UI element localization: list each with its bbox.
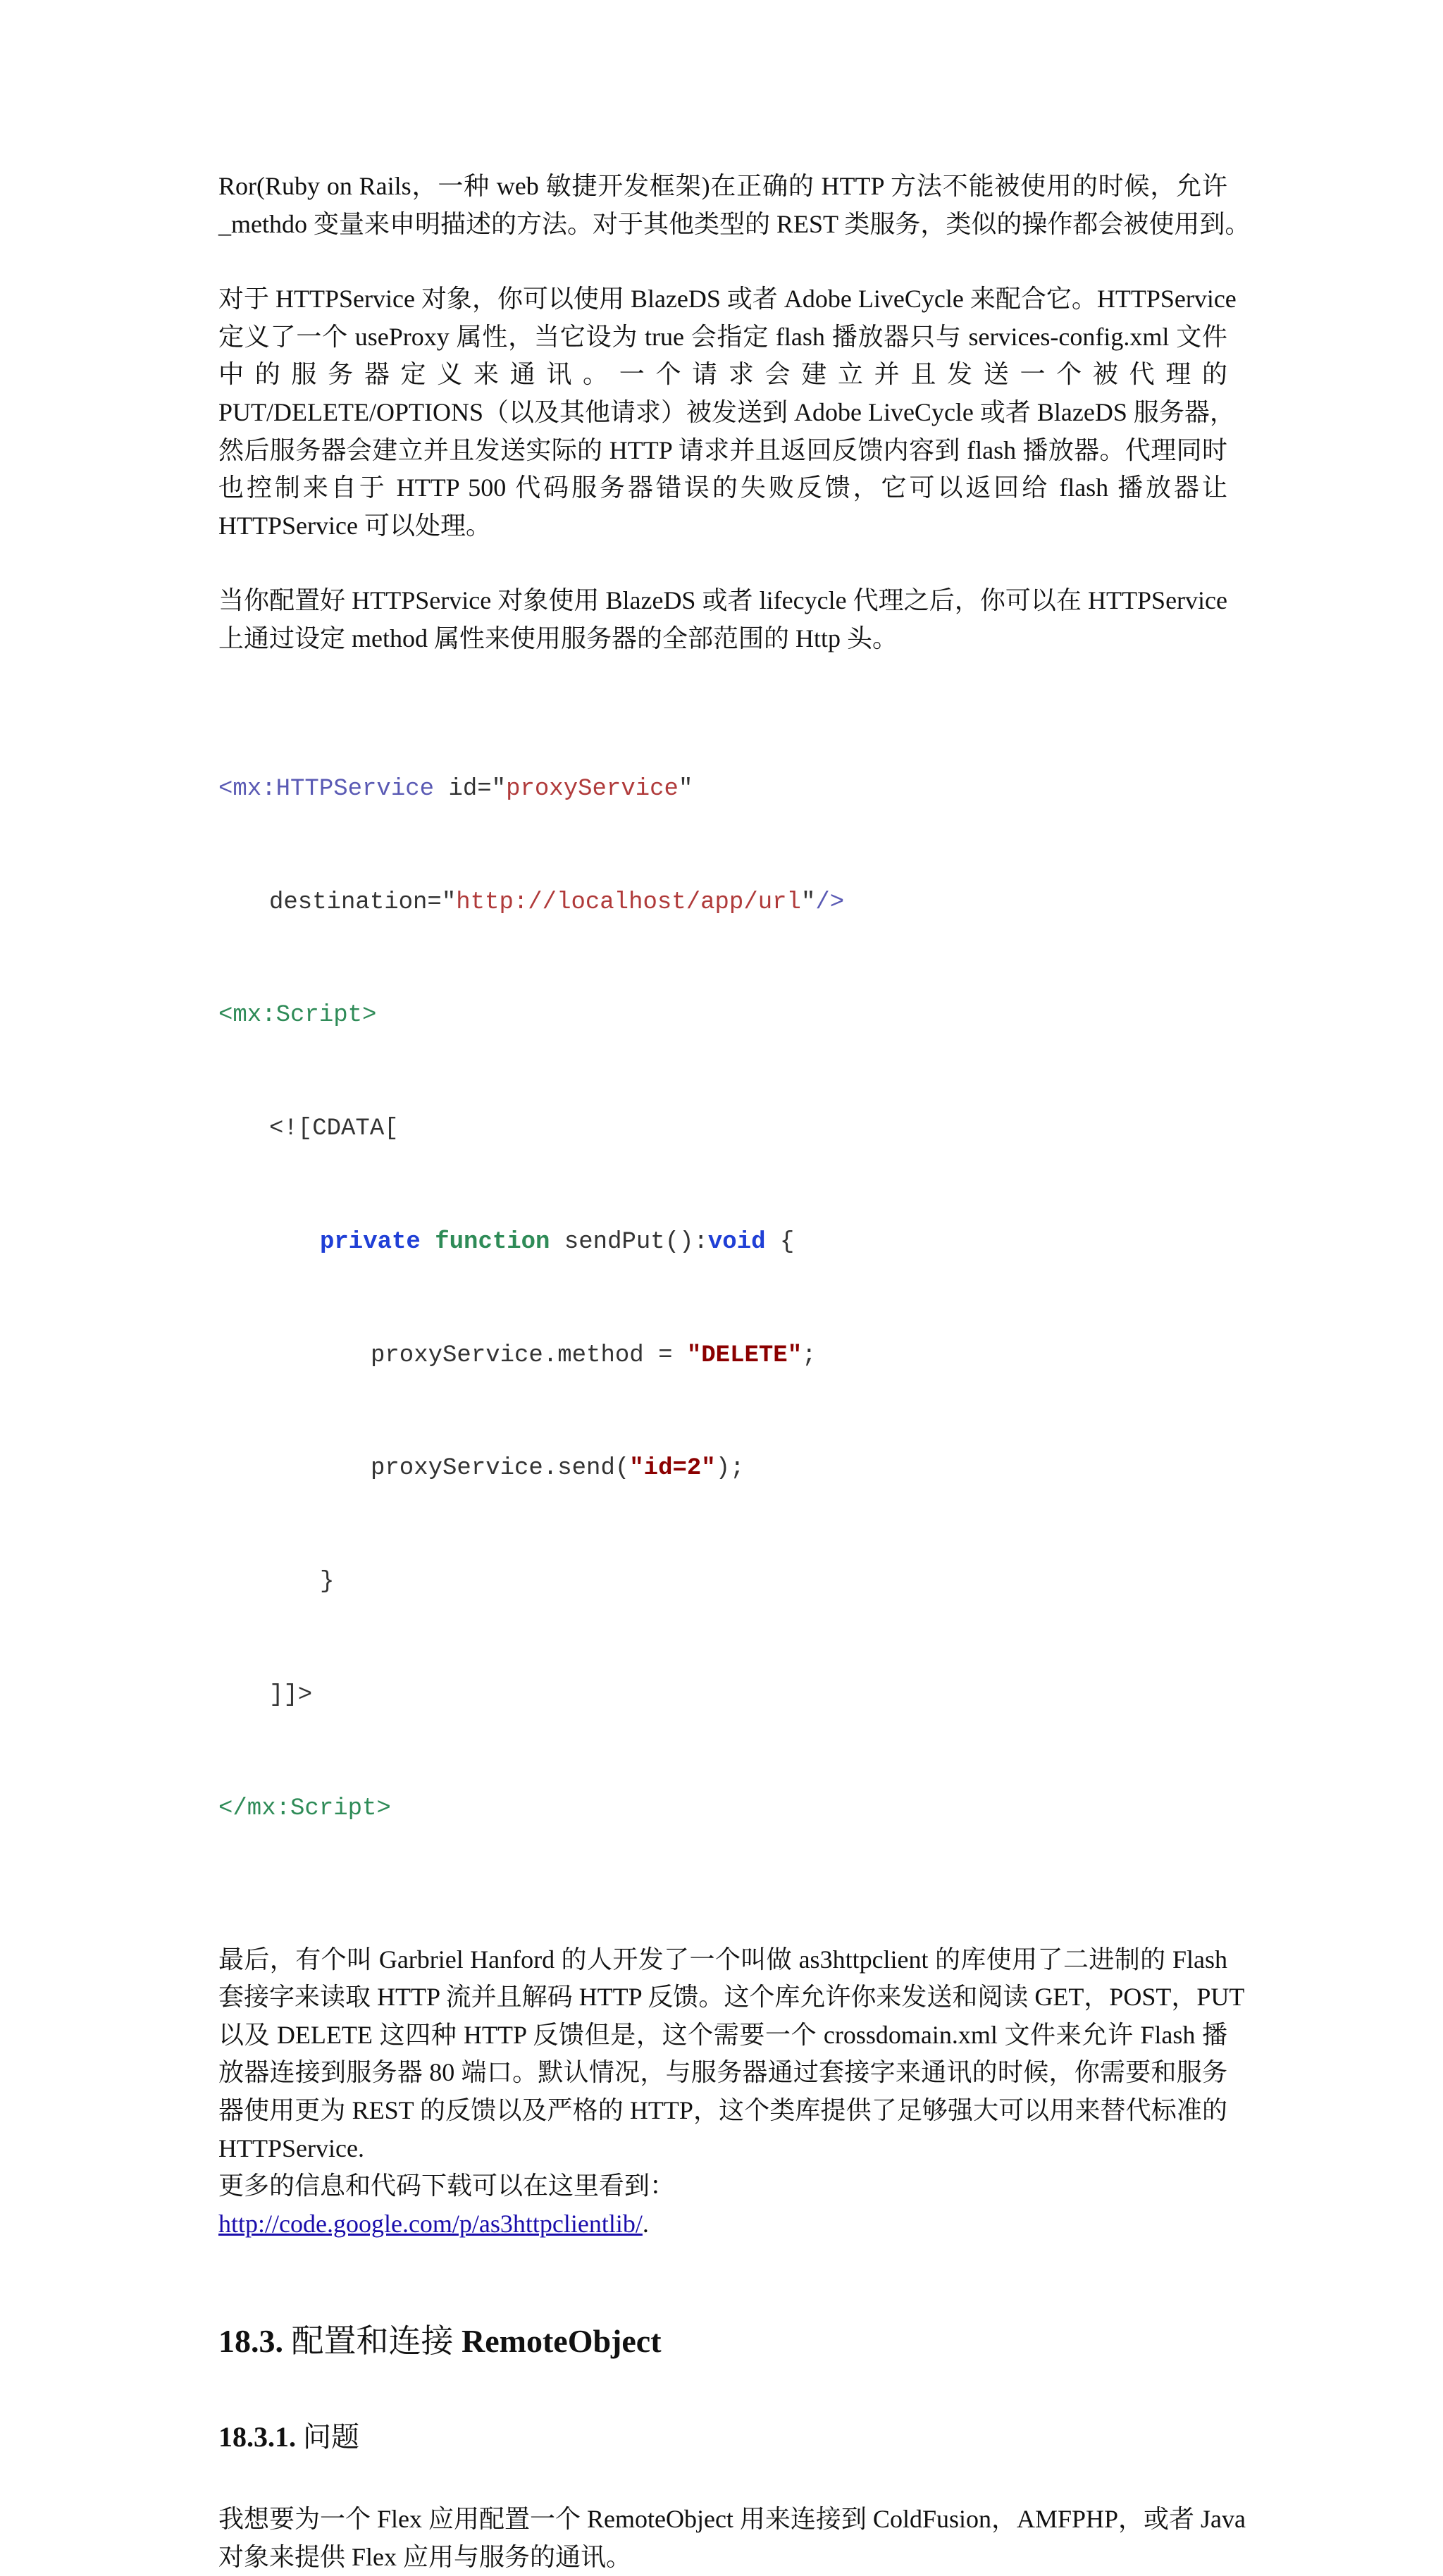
text-line: HTTPService.: [218, 2134, 364, 2162]
document-page: [218, 168, 1251, 2576]
paragraph-problem: [218, 2501, 1246, 2576]
paragraph-proxy-config: [218, 582, 1227, 657]
section-heading: 18.3. 配置和连接 RemoteObject: [218, 2323, 662, 2360]
text-line: 然后服务器会建立并且发送实际的 HTTP 请求并且返回反馈内容到 flash 播放器。代理同时: [218, 435, 1227, 464]
code-line: <mx:Script>: [218, 1002, 377, 1029]
text-line: Ror(Ruby on Rails，一种 web 敏捷开发框架)在正确的 HTTP 方法不能被使用的时候，允许: [218, 172, 1227, 200]
text-line: PUT/DELETE/OPTIONS（以及其他请求）被发送到 Adobe LiveCycle 或者 BlazeDS 服务器，: [218, 397, 1235, 426]
text-line: 对于 HTTPService 对象，你可以使用 BlazeDS 或者 Adobe LiveCycle 来配合它。HTTPService: [218, 285, 1237, 314]
code-line: destination="http://localhost/app/url"/>: [269, 888, 845, 916]
link-line: http://code.google.com/p/as3httpclientlib/.: [218, 2209, 649, 2238]
as3httpclient-link[interactable]: http://code.google.com/p/as3httpclientlib/: [218, 2209, 643, 2238]
text-line: 中 的 服 务 器 定 义 来 通 讯 。 一 个 请 求 会 建 立 并 且 发 送 一 个 被 代 理 的: [218, 360, 1228, 389]
code-line: private function sendPut():void {: [320, 1228, 795, 1256]
paragraph-as3httpclient: [218, 1941, 1245, 2243]
code-line: proxyService.method = "DELETE";: [371, 1342, 817, 1369]
text-line: 更多的信息和代码下载可以在这里看到：: [218, 2172, 676, 2200]
code-line: proxyService.send("id=2");: [371, 1455, 745, 1482]
text-line: 最后，有个叫 Garbriel Hanford 的人开发了一个叫做 as3httpclient 的库使用了二进制的 Flash: [218, 1945, 1227, 1974]
code-line: </mx:Script>: [218, 1795, 391, 1822]
code-line: ]]>: [269, 1681, 313, 1709]
text-line: 对象来提供 Flex 应用与服务的通讯。: [218, 2542, 632, 2571]
text-line: _methdo 变量来申明描述的方法。对于其他类型的 REST 类服务，类似的操作都会被使用到。: [218, 209, 1251, 238]
text-line: 上通过设定 method 属性来使用服务器的全部范围的 Http 头。: [218, 624, 898, 652]
text-line: 也控制来自于 HTTP 500 代码服务器错误的失败反馈，它可以返回给 flash 播放器让: [218, 473, 1227, 502]
text-line: 放器连接到服务器 80 端口。默认情况，与服务器通过套接字来通讯的时候，你需要和服务: [218, 2058, 1227, 2087]
text-line: 我想要为一个 Flex 应用配置一个 RemoteObject 用来连接到 ColdFusion，AMFPHP，或者 Java: [218, 2505, 1246, 2534]
subsection-heading: 18.3.1. 问题: [218, 2421, 359, 2453]
paragraph-httpservice: [218, 280, 1237, 545]
code-line: <![CDATA[: [269, 1115, 399, 1143]
text-line: HTTPService 可以处理。: [218, 511, 491, 540]
text-line: 当你配置好 HTTPService 对象使用 BlazeDS 或者 lifecycle 代理之后，你可以在 HTTPService: [218, 586, 1227, 615]
text-line: 定义了一个 useProxy 属性，当它设为 true 会指定 flash 播放器只与 services-config.xml 文件: [218, 322, 1227, 351]
code-line: }: [320, 1568, 335, 1596]
text-line: 套接字来读取 HTTP 流并且解码 HTTP 反馈。这个库允许你来发送和阅读 GET，POST，PUT: [218, 1983, 1245, 2012]
text-line: 以及 DELETE 这四种 HTTP 反馈但是，这个需要一个 crossdomain.xml 文件来允许 Flash 播: [218, 2020, 1227, 2049]
code-block: [218, 695, 1227, 1904]
paragraph-ror: [218, 168, 1251, 243]
text-line: 器使用更为 REST 的反馈以及严格的 HTTP，这个类库提供了足够强大可以用来替代标准的: [218, 2095, 1227, 2124]
code-line: <mx:HTTPService id="proxyService": [218, 775, 693, 803]
